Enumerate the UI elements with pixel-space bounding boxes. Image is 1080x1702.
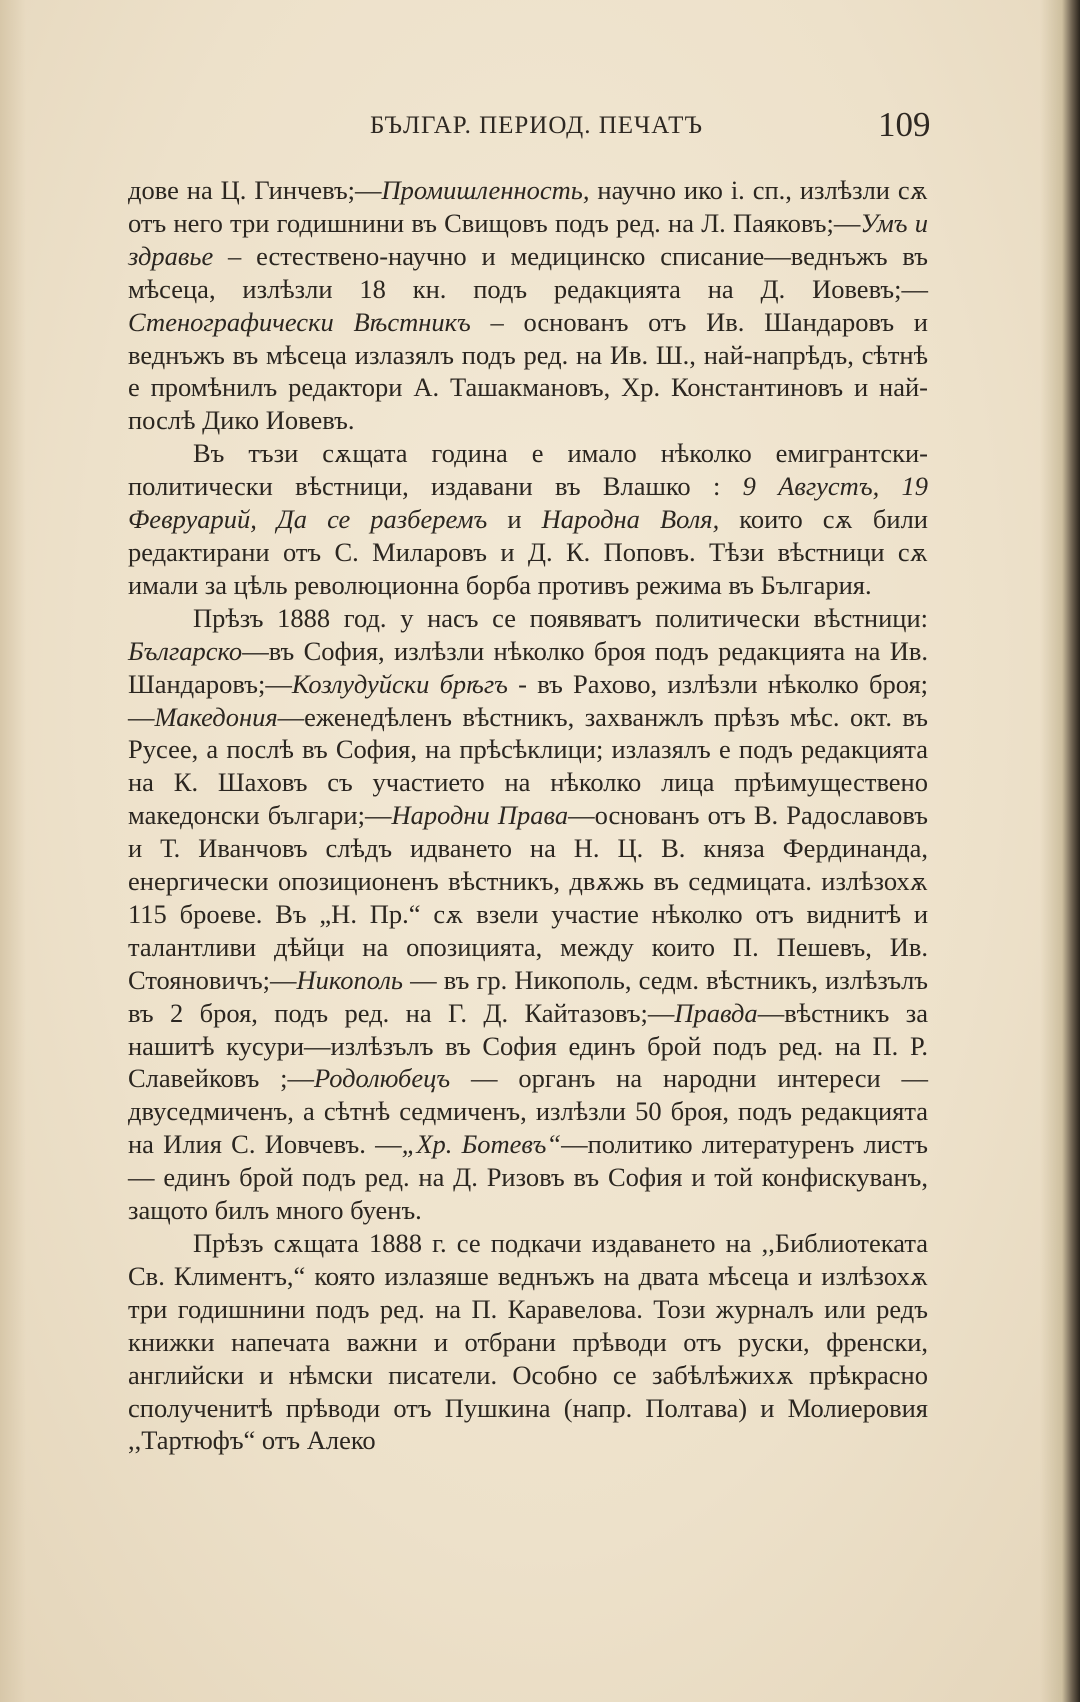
- text-run: — въ гр. Никополь, седм. вѣстникъ, излѣзълъ въ 2 броя, подъ ред. на Г. Д. Кайтазовъ;—: [128, 964, 928, 1028]
- italic-title: Промишленность,: [381, 175, 590, 205]
- text-run: които сѫ били редактирани отъ С. Миларовъ и Д. К. Поповъ. Тѣзи вѣстници сѫ имали за цѣль революционна борба противъ режима въ България.: [128, 504, 928, 600]
- text-run: дове на Ц. Гинчевъ;—: [128, 175, 382, 205]
- page-edge-shadow-right: [1040, 0, 1080, 1702]
- paragraph: [128, 174, 928, 437]
- text-run: —основанъ отъ В. Радославовъ и Т. Иванчовъ слѣдъ идването на Н. Ц. В. княза Фердинанда, енергически опозиционенъ вѣстникъ, двѫжь въ седмицата. излѣзохѫ 115 броеве. Въ „Н. Пр.“ сѫ взели участие нѣколко отъ виднитѣ и талантливи дѣйци на опозицията, между които П. Пешевъ, Ив. Стояновичъ;—: [128, 800, 928, 995]
- body-text: [128, 174, 928, 1457]
- text-run: - въ Рахово, излѣзли нѣколко броя;—: [128, 668, 928, 732]
- italic-title: 9 Августъ, 19 Февруарий, Да се разберемъ: [128, 471, 928, 535]
- text-run: Прѣзъ сѫщата 1888 г. се подкачи издаването на ,,Библиотеката Св. Климентъ,“ която излазяше веднъжъ на двата мѣсеца и излѣзохѫ три годишнини подъ ред. на П. Каравелова. Този журналъ или редъ книжки напечата важни и отбрани прѣводи отъ руски, френски, английски и нѣмски писатели. Особно се забѣлѣжихѫ прѣкрасно сполученитѣ прѣводи отъ Пушкина (напр. Полтава) и Молиеровия ,,Тартюфъ“ отъ Алеко: [128, 1228, 928, 1456]
- text-run: – основанъ отъ Ив. Шандаровъ и веднъжъ въ мѣсеца излазялъ подъ ред. на Ив. Ш., най-напрѣдъ, сѣтнѣ е промѣнилъ редактори А. Ташакмановъ, Хр. Константиновъ и най-послѣ Дико Иовевъ.: [128, 306, 928, 436]
- italic-title: Стенографически Вѣстникъ: [128, 306, 471, 337]
- running-head: БЪЛГАР. ПЕРИОД. ПЕЧАТЪ: [370, 112, 704, 139]
- text-run: — органъ на народни интереси — двуседмиченъ, а сѣтнѣ седмиченъ, излѣзли 50 броя, подъ редакцията на Илия С. Иовчевъ. —: [128, 1063, 928, 1160]
- text-run: —политико литературенъ листъ — единъ брой подъ ред. на Д. Ризовъ въ София и той конфискуванъ, защото билъ много буенъ.: [128, 1129, 928, 1226]
- paragraph: [128, 602, 928, 1227]
- italic-title: Правда: [674, 997, 758, 1028]
- page-number: 109: [878, 105, 931, 144]
- text-run: научно ико і. сп., излѣзли сѫ отъ него три годишнини въ Свищовъ подъ ред. на Л. Паяковъ;—: [128, 175, 928, 238]
- text-run: – естествено-научно и медицинско списание—веднъжъ въ мѣсеца, излѣзли 18 кн. подъ редакцията на Д. Иовевъ;—: [128, 240, 928, 304]
- italic-title: Българско: [128, 635, 243, 666]
- italic-title: „Хр. Ботевъ“: [401, 1129, 562, 1160]
- text-run: Въ тъзи сѫщата година е имало нѣколко емигрантски-политически вѣстници, издавани въ Влашко :: [128, 438, 928, 502]
- text-run: и: [487, 504, 542, 535]
- page-edge-shadow-left: [0, 0, 26, 1702]
- text-run: —вѣстникъ за нашитѣ кусури—излѣзълъ въ София единъ брой подъ ред. на П. Р. Славейковъ ;—: [128, 997, 928, 1094]
- italic-title: Умъ и здравье: [128, 207, 928, 271]
- italic-title: Македония: [154, 701, 278, 732]
- paragraph: [128, 437, 928, 602]
- text-run: —еженедѣленъ вѣстникъ, захванжлъ прѣзъ мѣс. окт. въ Русее, а послѣ въ София, на прѣсѣклици; излазялъ е подъ редакцията на К. Шаховъ съ участието на нѣколко лица прѣимуществено македонски българи;—: [128, 701, 928, 831]
- italic-title: Козлудуйски брѣгъ: [291, 668, 508, 699]
- text-run: —въ София, излѣзли нѣколко броя подъ редакцията на Ив. Шандаровъ;—: [128, 635, 928, 699]
- italic-title: Народни Права: [391, 800, 569, 831]
- paragraph: [128, 1227, 928, 1457]
- text-run: Прѣзъ 1888 год. у насъ се появяватъ политически вѣстници:: [193, 602, 928, 633]
- italic-title: Никополь: [296, 964, 403, 995]
- italic-title: Народна Воля,: [541, 504, 720, 535]
- italic-title: Родолюбецъ: [314, 1063, 451, 1094]
